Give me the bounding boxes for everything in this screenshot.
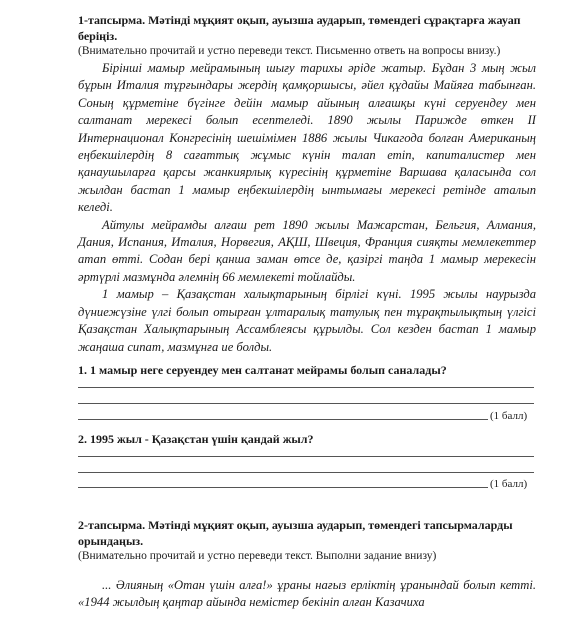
question-2-score: (1 балл) xyxy=(490,478,528,490)
answer-line[interactable] xyxy=(78,387,534,388)
question-1: 1. 1 мамыр неге серуендеу мен салтанат мейрамы болып саналады? xyxy=(78,363,447,377)
answer-line[interactable] xyxy=(78,472,534,473)
text-paragraph: 1 мамыр – Қазақстан халықтарының бірлігі күні. 1995 жылы наурызда дүниежүзіне үлгі болып отырған ұлтаралық татулық пен тұрақтылықтың үлгісі Қазақстан Халықтарының Ассамблеясы құрылды. Сол кезден бастап 1 мамыр жаңаша сипат, мазмұнға ие болды. xyxy=(78,287,536,354)
task1-title: 1-тапсырма. Мәтінді мұқият оқып, ауызша аударып, төмендегі сұрақтарға жауап беріңіз. xyxy=(78,13,521,43)
task2-text xyxy=(78,577,536,612)
task2-title: 2-тапсырма. Мәтінді мұқият оқып, ауызша аударып, төмендегі тапсырмаларды орындаңыз. xyxy=(78,518,513,548)
task1-text xyxy=(78,60,536,356)
answer-line[interactable] xyxy=(78,456,534,457)
text-paragraph: ... Әлияның «Отан үшін алға!» ұраны нағыз ерліктің ұранындай болып кетті. «1944 жылдың қаңтар айында немістер бекініп алған Казачиха xyxy=(78,578,536,610)
question-1-score: (1 балл) xyxy=(490,410,528,422)
task2-instruction: (Внимательно прочитай и устно переведи текст. Выполни задание внизу) xyxy=(78,550,437,562)
text-paragraph: Бірінші мамыр мейрамының шығу тарихы әріде жатыр. Бұдан 3 мың жыл бұрын Италия тұрғындары жердің қамқоршысы, әйел құдайы Майяға табынған. Соның құрметіне бүгінге дейін мамыр айының алғашқы күні серуендеу мен салтанат мерекесі болып есептеледі. 1890 жылы Парижде өткен II Интернационал Конгресінің шешімімен 1886 жылы Чикагода болған Американың еңбекшілердің 8 сағаттық жұмыс күнін талап етіп, капиталистер мен қанаушыларға қарсы жанкиярлық күресінің құрметіне Варшава қаласында сол жылдан бастап 1 мамыр еңбекшілердің ынтымағы мерекесі ретінде аталып келеді. xyxy=(78,61,536,215)
question-2: 2. 1995 жыл - Қазақстан үшін қандай жыл? xyxy=(78,432,314,446)
answer-line[interactable] xyxy=(78,403,534,404)
answer-line[interactable] xyxy=(78,419,488,420)
text-paragraph: Айтулы мейрамды алғаш рет 1890 жылы Мажарстан, Бельгия, Алмания, Дания, Испания, Италия, Норвегия, АҚШ, Швеция, Франция сияқты мемлекеттер атап өтті. Содан бері қанша заман өтсе де, қазіргі таңда 1 мамыр мерекесін әртүрлі мазмұнда әлемнің 66 мемлекеті тойлайды. xyxy=(78,217,536,284)
task1-instruction: (Внимательно прочитай и устно переведи текст. Письменно ответь на вопросы внизу.) xyxy=(78,45,501,57)
answer-line[interactable] xyxy=(78,487,488,488)
